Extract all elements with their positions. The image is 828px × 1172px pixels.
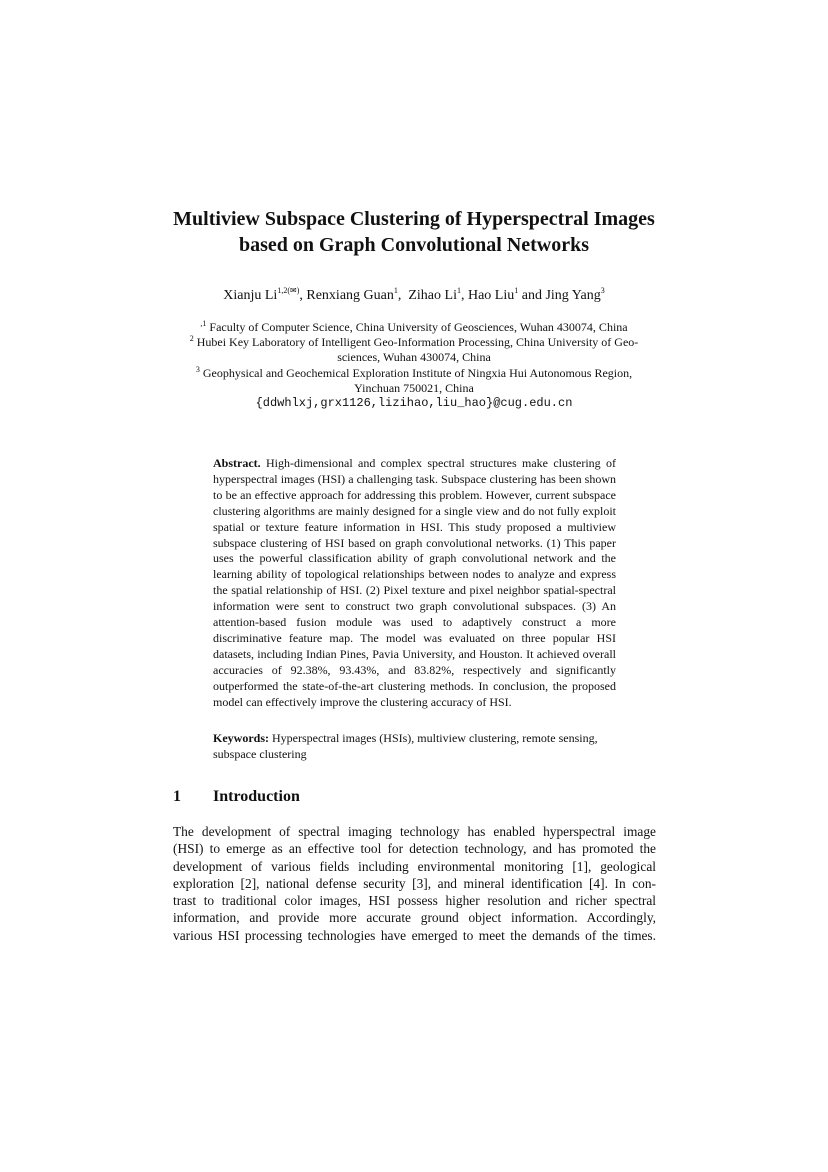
abstract-label: Abstract. xyxy=(213,456,261,470)
keywords xyxy=(213,731,616,763)
author-emails[interactable]: {ddwhlxj,grx1126,lizihao,liu_hao}@cug.edu.cn xyxy=(255,396,573,411)
affiliation-3: $^3$ Geophysical and Geochemical Exploration Institute of Ningxia Hui Autonomous Region, xyxy=(195,364,633,380)
author-affiliation-mark: 3 xyxy=(600,286,605,295)
section-number: 1 xyxy=(173,788,181,805)
affiliation-block xyxy=(160,320,668,411)
author-name: Hao Liu xyxy=(467,288,515,303)
section-title: Introduction xyxy=(213,788,300,805)
abstract-text: High-dimensional and complex spectral structures make clustering of hyperspectral images (HSI) a challenging task. Subspace clustering has been shown to be an effective approach for addressing this problem. However, current subspace clustering algorithms are mainly designed for a single view and do not fully exploit spatial or texture feature information in HSI. This study proposed a multiview subspace clustering of HSI based on graph convolutional networks. (1) This paper uses the powerful classification ability of graph convolutional network and the learning ability of topological relationships between nodes to analyze and express the spatial relationship of HSI. (2) Pixel texture and pixel neighbor spatial-spectral information were sent to construct two graph convolutional subspaces. (3) An attention-based fusion module was used to adaptively construct a more discriminative feature map. The model was evaluated on three popular HSI datasets, including Indian Pines, Pavia University, and Houston. It achieved overall accuracies of 92.38%, 93.43%, and 83.82%, respectively and significantly outperformed the state-of-the-art clustering methods. In conclusion, the proposed model can effectively improve the clustering accuracy of HSI. xyxy=(213,456,616,709)
affiliation-3-cont: Yinchuan 750021, China xyxy=(354,380,474,395)
affiliation-2-cont: sciences, Wuhan 430074, China xyxy=(337,350,491,365)
paragraph-line: information, and provide more accurate ground object information. Accordingly, xyxy=(173,910,656,926)
author-affiliation-mark: 1 xyxy=(514,286,519,295)
mail-icon: ✉ xyxy=(290,286,297,295)
author-affiliation-mark: 1 xyxy=(456,286,461,295)
title-line-2: based on Graph Convolutional Networks xyxy=(238,234,590,256)
author-affiliation-mark: 1,2(✉) xyxy=(277,286,300,295)
paragraph-line: trast to traditional color images, HSI possess higher resolution and richer spectral xyxy=(173,893,656,909)
section-heading xyxy=(173,787,656,807)
paragraph-line: The development of spectral imaging technology has enabled hyperspectral image xyxy=(173,824,656,839)
paragraph-line: various HSI processing technologies have emerged to meet the demands of the times. xyxy=(173,927,656,943)
abstract xyxy=(213,456,616,711)
paper-title xyxy=(130,206,698,258)
paragraph-line: (HSI) to emerge as an effective tool for detection technology, and has promoted the xyxy=(173,841,656,857)
author-name: Jing Yang xyxy=(545,288,601,303)
title-line-1: Multiview Subspace Clustering of Hyperspectral Images xyxy=(173,208,655,230)
affiliation-2: $^2$ Hubei Key Laboratory of Intelligent Geo-Information Processing, China University of Geo- xyxy=(189,334,639,350)
introduction-paragraph xyxy=(173,823,656,944)
author-affiliation-mark: 1 xyxy=(393,286,398,295)
author-name: Zihao Li xyxy=(408,288,457,303)
author-list: Xianju $Li^{1,2(✉)}$, Renxiang Guan$^1$, Zihao Li$^1$, Hao Liu$^1$ and Jing Yang$^3$ xyxy=(223,286,605,303)
affiliation-1: $^{,1}$ Faculty of Computer Science, China University of Geosciences, Wuhan 430074, China xyxy=(200,319,628,334)
paragraph-line: exploration [2], national defense security [3], and mineral identification [4]. In con- xyxy=(173,875,656,891)
author-name: Renxiang Guan xyxy=(306,288,394,303)
keywords-text: Hyperspectral images (HSIs), multiview clustering, remote sensing, subspace clustering xyxy=(213,731,598,761)
keywords-label: Keywords: xyxy=(213,731,269,745)
author-name: Xianju Li xyxy=(223,288,278,303)
paragraph-line: development of various fields including environmental monitoring [1], geological xyxy=(173,858,656,874)
